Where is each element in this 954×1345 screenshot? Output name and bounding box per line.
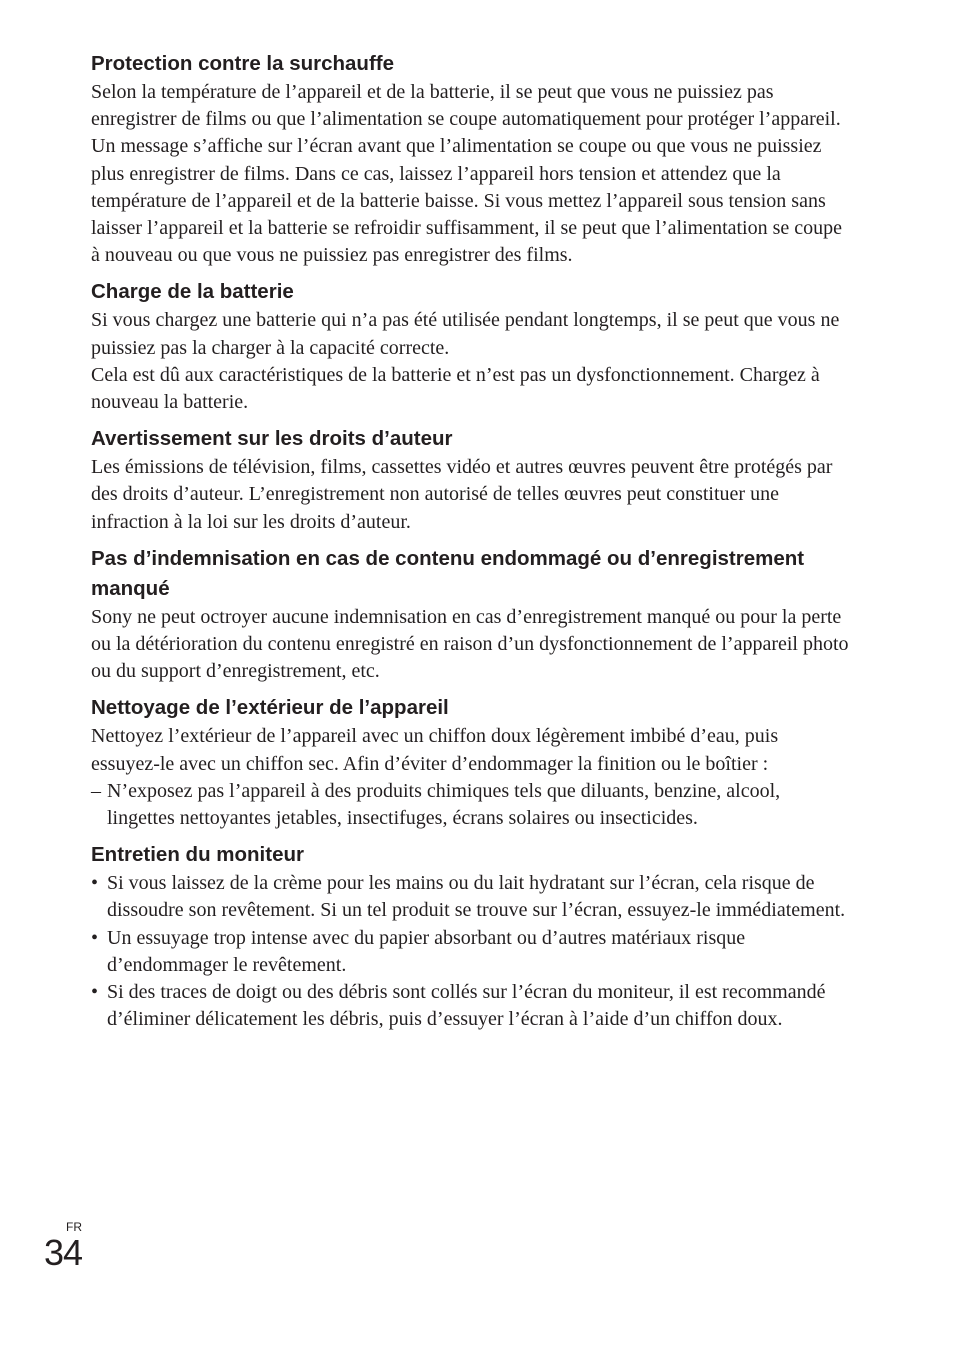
list-item: [91, 979, 851, 1033]
list-item: [91, 778, 851, 832]
page-language-label: FR: [66, 1220, 82, 1234]
section-paragraph: Les émissions de télévision, films, cassettes vidéo et autres œuvres peuvent être protégés par des droits d’auteur. L’enregistrement non autorisé de telles œuvres peut constituer une infraction à la loi sur les droits d’auteur.: [91, 456, 833, 533]
section-indemnisation: [91, 544, 851, 686]
section-surchauffe: [91, 49, 851, 269]
section-paragraph: Sony ne peut octroyer aucune indemnisation en cas d’enregistrement manqué ou pour la perte ou la détérioration du contenu enregistré en raison d’un dysfonctionnement de l’appareil photo ou du support d’enregistrement, etc.: [91, 605, 849, 683]
section-heading: Protection contre la surchauffe: [91, 52, 395, 75]
section-heading: Nettoyage de l’extérieur de l’appareil: [91, 696, 449, 720]
page-number: 34: [44, 1232, 83, 1273]
page-content: [91, 49, 851, 1041]
bullet-marker: •: [91, 981, 99, 1004]
dash-marker: –: [91, 779, 101, 802]
section-paragraph: Cela est dû aux caractéristiques de la batterie et n’est pas un dysfonctionnement. Chargez à nouveau la batterie.: [91, 363, 820, 414]
section-paragraph: Si vous chargez une batterie qui n’a pas été utilisée pendant longtemps, il se peut que vous ne puissiez pas la charger à la capacité correcte.: [91, 309, 840, 359]
list-item: [91, 925, 851, 979]
section-nettoyage: [91, 693, 851, 832]
section-droits-auteur: [91, 424, 851, 536]
section-heading: Pas d’indemnisation en cas de contenu endommagé ou d’enregistrement manqué: [91, 546, 805, 600]
list-item-text: Si vous laissez de la crème pour les mains ou du lait hydratant sur l’écran, cela risque de dissoudre son revêtement. Si un tel produit se trouve sur l’écran, essuyez-le immédiatement.: [107, 872, 846, 922]
list-item-text: Un essuyage trop intense avec du papier absorbant ou d’autres matériaux risque d’endommager le revêtement.: [107, 926, 746, 976]
bullet-marker: •: [91, 926, 99, 949]
section-paragraph: Selon la température de l’appareil et de la batterie, il se peut que vous ne puissiez pas enregistrer de films ou que l’alimentation se coupe automatiquement pour protéger l’appareil.: [91, 81, 841, 131]
list-item: [91, 870, 851, 924]
list-item-text: Si des traces de doigt ou des débris sont collés sur l’écran du moniteur, il est recommandé d’éliminer délicatement les débris, puis d’essuyer l’écran à l’aide d’un chiffon doux.: [107, 981, 826, 1031]
section-heading: Charge de la batterie: [91, 280, 294, 304]
list-item-text: N’exposez pas l’appareil à des produits chimiques tels que diluants, benzine, alcool, lingettes nettoyantes jetables, insectifuges, écrans solaires ou insecticides.: [107, 779, 781, 830]
bullet-list: [91, 870, 851, 1033]
section-entretien-moniteur: [91, 840, 851, 1033]
dash-list: [91, 778, 851, 832]
section-paragraph: Nettoyez l’extérieur de l’appareil avec un chiffon doux légèrement imbibé d’eau, puis essuyez-le avec un chiffon sec. Afin d’éviter d’endommager la finition ou le boîtier :: [91, 725, 779, 775]
section-paragraph: Un message s’affiche sur l’écran avant que l’alimentation se coupe ou que vous ne puissiez plus enregistrer de films. Dans ce cas, laissez l’appareil hors tension et attendez que la température de l’appareil et de la batterie baisse. Si vous mettez l’appareil sous tension sans laisser l’appareil et la batterie se refroidir suffisamment, il se peut que l’alimentation se coupe à nouveau ou que vous ne puissiez pas enregistrer des films.: [91, 135, 843, 267]
bullet-marker: •: [91, 872, 99, 895]
section-heading: Avertissement sur les droits d’auteur: [91, 427, 453, 451]
section-heading: Entretien du moniteur: [91, 843, 304, 867]
section-charge-batterie: [91, 277, 851, 416]
